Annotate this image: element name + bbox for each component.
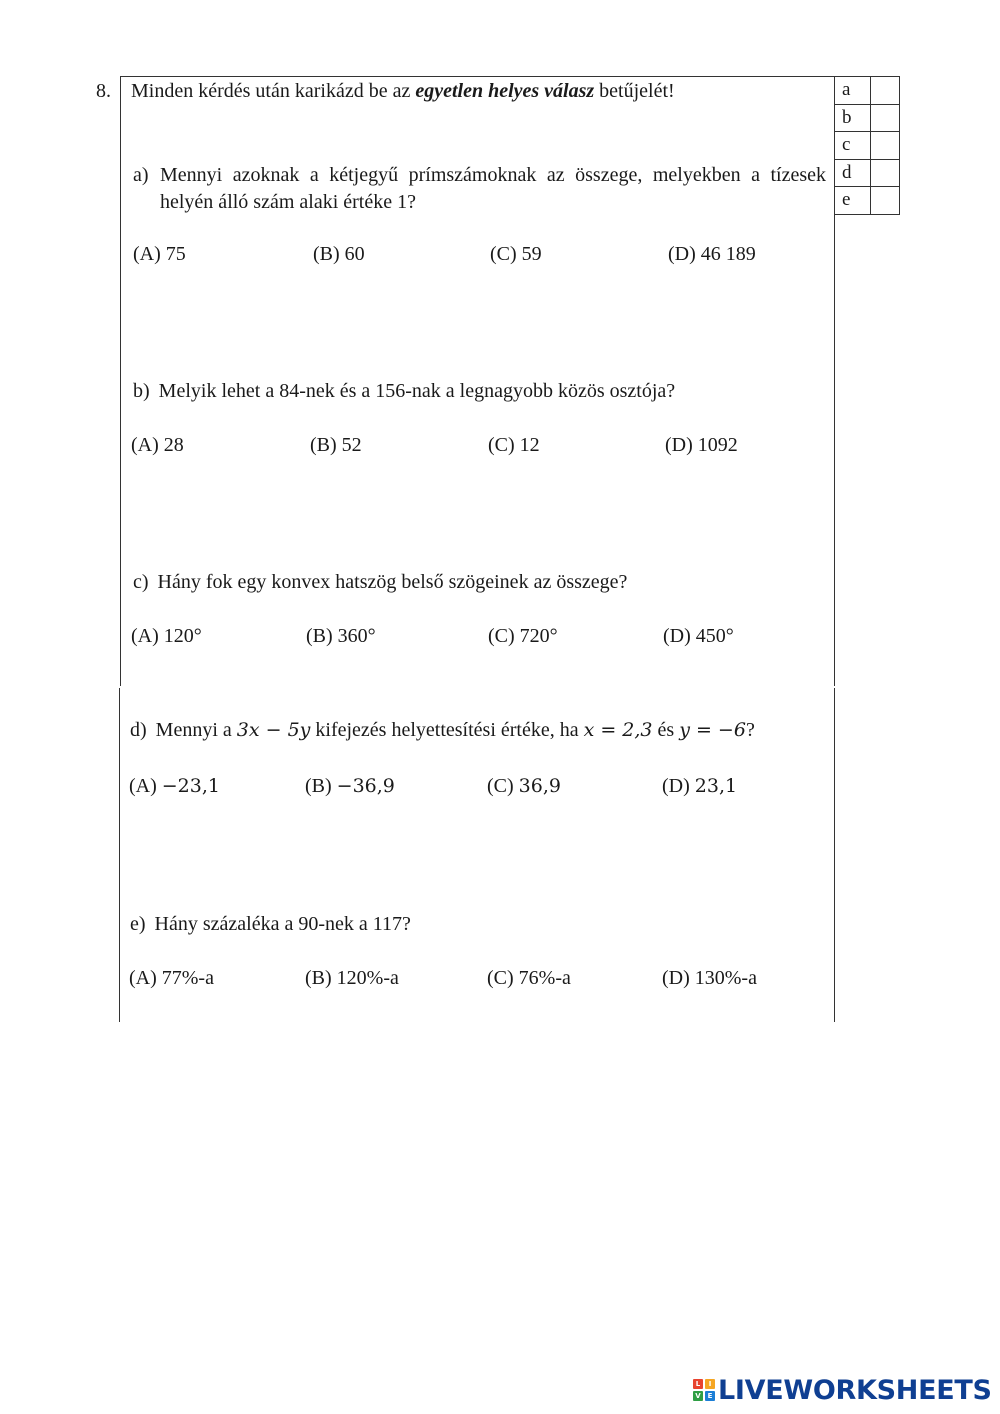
question-d — [130, 719, 755, 742]
question-e-text: Hány százaléka a 90-nek a 117? — [154, 913, 411, 935]
option-letter: (C) — [487, 775, 519, 797]
instruction-after: betűjelét! — [594, 80, 675, 102]
question-c-option-c[interactable]: (C) 720° — [488, 625, 558, 647]
question-a-option-d[interactable]: (D) 46 189 — [668, 243, 756, 265]
option-letter: (D) — [662, 775, 695, 797]
question-e — [130, 913, 411, 936]
answer-row — [835, 132, 900, 160]
task-number: 8. — [96, 80, 111, 102]
question-c-label: c) — [133, 571, 149, 593]
question-b-option-a[interactable]: (A) 28 — [131, 434, 184, 456]
question-c-option-b[interactable]: (B) 360° — [306, 625, 376, 647]
question-b-option-b[interactable]: (B) 52 — [310, 434, 362, 456]
logo-tile: L — [693, 1379, 703, 1389]
answer-cell[interactable] — [870, 159, 899, 187]
answer-row-label: c — [835, 132, 871, 160]
question-d-text-2: kifejezés helyettesítési értéke, ha — [310, 719, 584, 741]
option-value: 36,9 — [518, 775, 561, 797]
logo-tile: V — [693, 1391, 703, 1401]
option-value: −36,9 — [336, 775, 395, 797]
task-instruction — [131, 80, 675, 103]
question-e-label: e) — [130, 913, 146, 935]
option-letter: (A) — [129, 775, 162, 797]
question-c-option-d[interactable]: (D) 450° — [663, 625, 734, 647]
option-value: −23,1 — [161, 775, 220, 797]
frame-left-line-lower — [119, 688, 120, 1022]
frame-left-line-upper — [120, 76, 121, 686]
question-d-option-c[interactable] — [487, 775, 561, 798]
question-d-expression: 3x − 5y — [236, 719, 311, 741]
option-letter: (B) — [305, 775, 337, 797]
logo-grid-icon — [693, 1379, 715, 1401]
liveworksheets-logo — [693, 1376, 992, 1404]
question-a-option-a[interactable]: (A) 75 — [133, 243, 186, 265]
answer-row-label: a — [835, 77, 871, 105]
option-value: 23,1 — [694, 775, 738, 797]
question-e-option-d[interactable]: (D) 130%-a — [662, 967, 757, 989]
answer-row-label: b — [835, 104, 871, 132]
answer-grid — [834, 76, 900, 215]
answer-cell[interactable] — [870, 77, 899, 105]
question-d-text-1: Mennyi a — [155, 719, 237, 741]
answer-row — [835, 77, 900, 105]
logo-tile: I — [705, 1379, 715, 1389]
question-d-condition-x: x = 2,3 — [583, 719, 653, 741]
question-c — [133, 571, 627, 594]
answer-cell[interactable] — [870, 104, 899, 132]
question-b-option-c[interactable]: (C) 12 — [488, 434, 540, 456]
answer-cell[interactable] — [870, 187, 899, 215]
question-b-text: Melyik lehet a 84-nek és a 156-nak a legnagyobb közös osztója? — [158, 380, 676, 402]
answer-row — [835, 104, 900, 132]
question-a-option-c[interactable]: (C) 59 — [490, 243, 542, 265]
logo-tile: E — [705, 1391, 715, 1401]
question-d-option-a[interactable] — [129, 775, 220, 798]
answer-row-label: e — [835, 187, 871, 215]
frame-top-line — [120, 76, 834, 77]
question-a — [133, 162, 826, 216]
question-d-option-b[interactable] — [305, 775, 395, 798]
question-b — [133, 380, 675, 403]
question-a-label: a) — [133, 164, 149, 186]
answer-row — [835, 187, 900, 215]
question-c-option-a[interactable]: (A) 120° — [131, 625, 202, 647]
question-a-option-b[interactable]: (B) 60 — [313, 243, 365, 265]
answer-cell[interactable] — [870, 132, 899, 160]
frame-right-line-lower — [834, 688, 835, 1022]
answer-row — [835, 159, 900, 187]
question-e-option-b[interactable]: (B) 120%-a — [305, 967, 399, 989]
question-d-label: d) — [130, 719, 147, 741]
instruction-before: Minden kérdés után karikázd be az — [131, 80, 416, 102]
question-d-option-d[interactable] — [662, 775, 737, 798]
question-b-option-d[interactable]: (D) 1092 — [665, 434, 738, 456]
question-a-text: Mennyi azoknak a kétjegyű prímszámoknak az összege, melyekben a tízesek helyén álló szám alaki értéke 1? — [160, 164, 826, 213]
answer-row-label: d — [835, 159, 871, 187]
question-d-condition-y: y = −6 — [679, 719, 746, 741]
instruction-emphasis: egyetlen helyes válasz — [415, 80, 595, 102]
question-c-text: Hány fok egy konvex hatszög belső szögeinek az összege? — [157, 571, 628, 593]
question-d-text-4: ? — [745, 719, 755, 741]
logo-text: LIVEWORKSHEETS — [718, 1374, 992, 1406]
question-e-option-a[interactable]: (A) 77%-a — [129, 967, 214, 989]
question-e-option-c[interactable]: (C) 76%-a — [487, 967, 571, 989]
question-d-text-3: és — [652, 719, 680, 741]
question-b-label: b) — [133, 380, 150, 402]
